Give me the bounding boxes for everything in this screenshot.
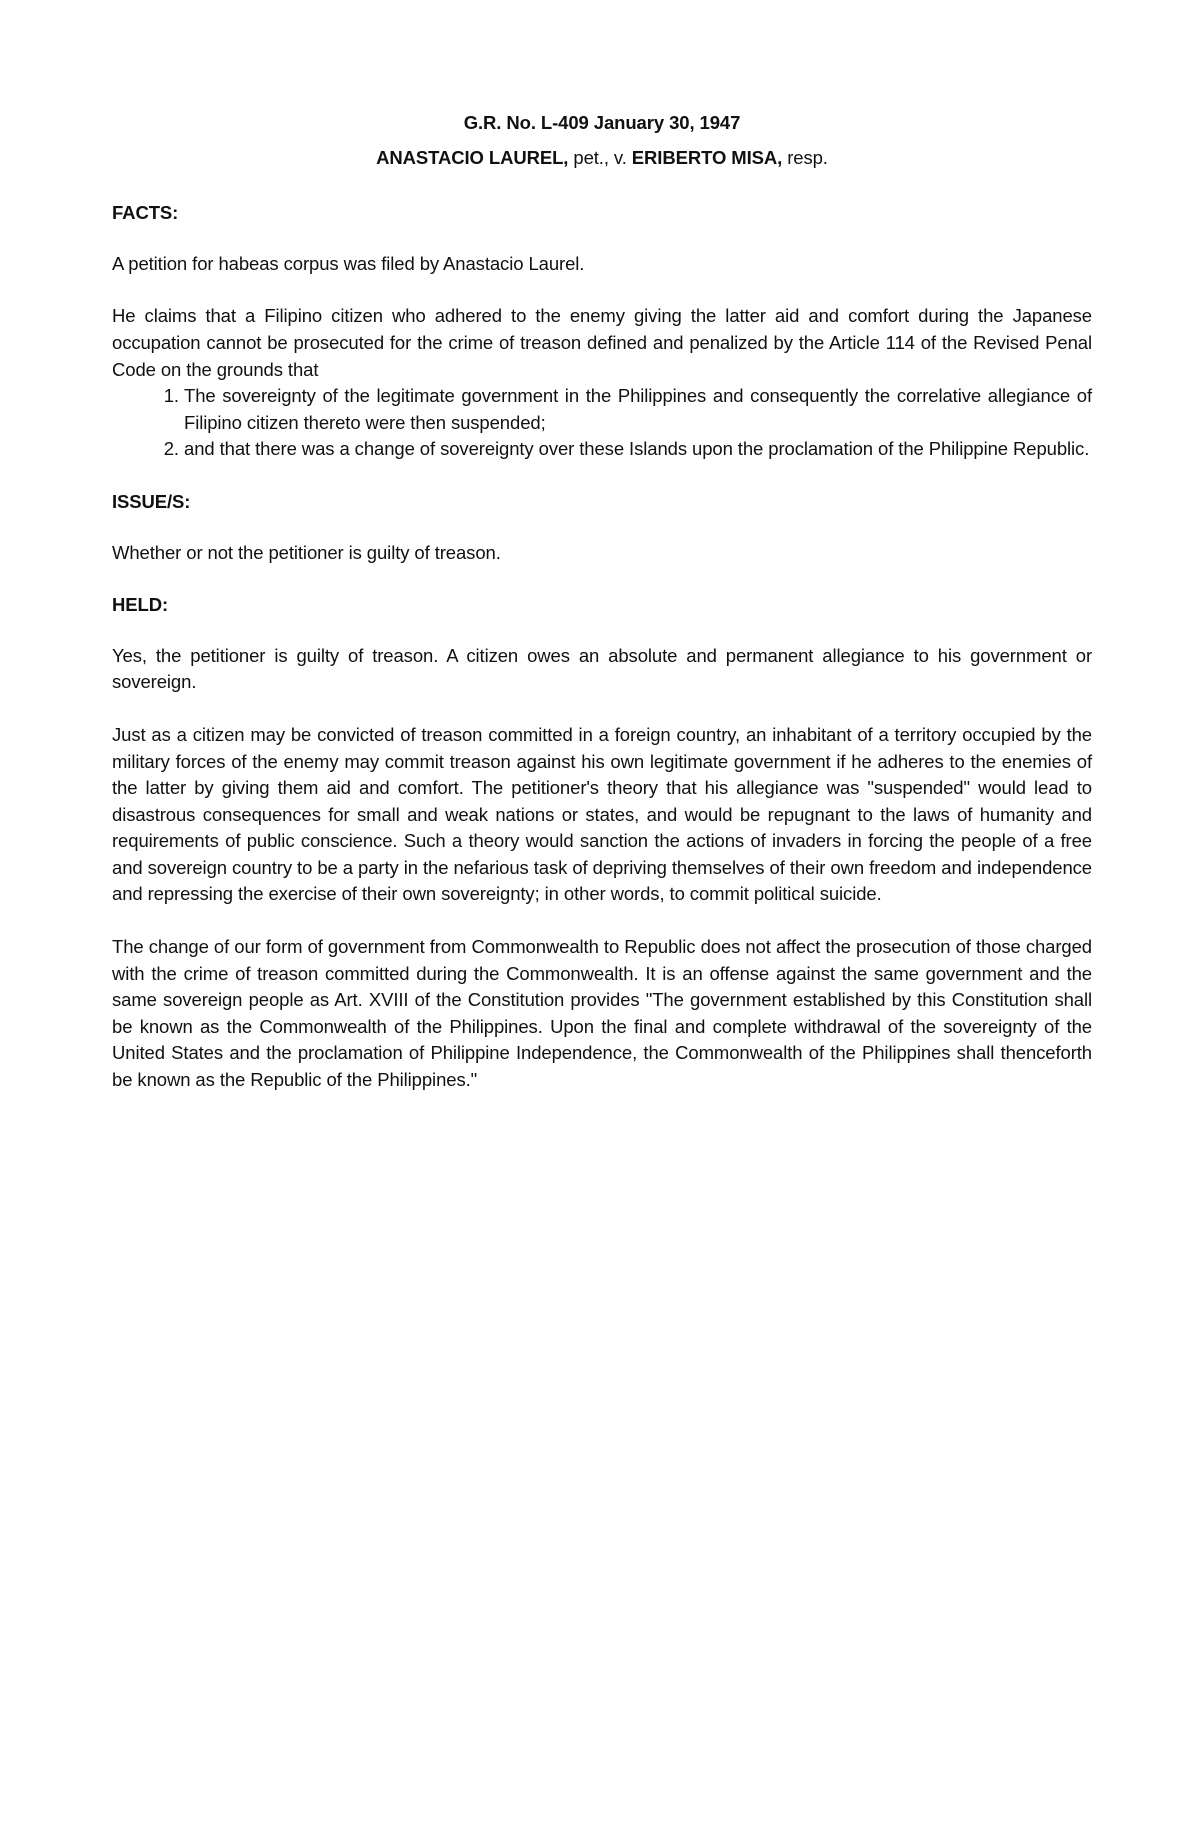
document-body bbox=[112, 110, 1092, 1120]
facts-paragraph-1: A petition for habeas corpus was filed by Anastacio Laurel. bbox=[112, 252, 585, 274]
facts-heading: FACTS: bbox=[112, 202, 179, 224]
list-item: 1. The sovereignty of the legitimate government in the Philippines and consequently the correlative allegiance of Filipino citizen thereto were then suspended; bbox=[184, 383, 1092, 436]
list-item: 2. and that there was a change of sovereignty over these Islands upon the proclamation of the Philippine Republic. bbox=[184, 436, 1092, 463]
respondent-role: resp. bbox=[782, 146, 828, 168]
held-paragraph-2: Just as a citizen may be convicted of treason committed in a foreign country, an inhabitant of a territory occupied by the military forces of the enemy may commit treason against his own legitimate government if he adheres to the enemies of the latter by giving them aid and comfort. The petitioner's theory that his allegiance was "suspended" would lead to disastrous consequences for small and weak nations or states, and would be repugnant to the laws of humanity and requirements of public conscience. Such a theory would sanction the actions of invaders in forcing the people of a free and sovereign country to be a party in the nefarious task of depriving themselves of their own freedom and independence and repressing the exercise of their own sovereignty; in other words, to commit political suicide. bbox=[112, 723, 1092, 905]
issue-paragraph-1: Whether or not the petitioner is guilty of treason. bbox=[112, 541, 501, 563]
petitioner-role: pet., v. bbox=[568, 146, 632, 168]
issue-heading: ISSUE/S: bbox=[112, 490, 191, 512]
petitioner-name: ANASTACIO LAUREL, bbox=[376, 146, 569, 168]
respondent-name: ERIBERTO MISA, bbox=[631, 146, 783, 168]
held-paragraph-1: Yes, the petitioner is guilty of treason. A citizen owes an absolute and permanent allegiance to his government or sovereign. bbox=[112, 644, 1092, 693]
case-number-title: G.R. No. L-409 January 30, 1947 bbox=[463, 112, 741, 133]
case-parties bbox=[112, 145, 1092, 172]
facts-grounds-list bbox=[112, 383, 1092, 463]
held-paragraph-3: The change of our form of government from Commonwealth to Republic does not affect the prosecution of those charged with the crime of treason committed during the Commonwealth. It is an offense against the same government and the same sovereign people as Art. XVIII of the Constitution provides "The government established by this Constitution shall be known as the Commonwealth of the Philippines. Upon the final and complete withdrawal of the sovereignty of the United States and the proclamation of Philippine Independence, the Commonwealth of the Philippines shall thenceforth be known as the Republic of the Philippines." bbox=[112, 936, 1092, 1091]
held-heading: HELD: bbox=[112, 594, 169, 616]
facts-paragraph-2: He claims that a Filipino citizen who adhered to the enemy giving the latter aid and comfort during the Japanese occupation cannot be prosecuted for the crime of treason defined and penalized by the Article 114 of the Revised Penal Code on the grounds that bbox=[112, 305, 1092, 380]
